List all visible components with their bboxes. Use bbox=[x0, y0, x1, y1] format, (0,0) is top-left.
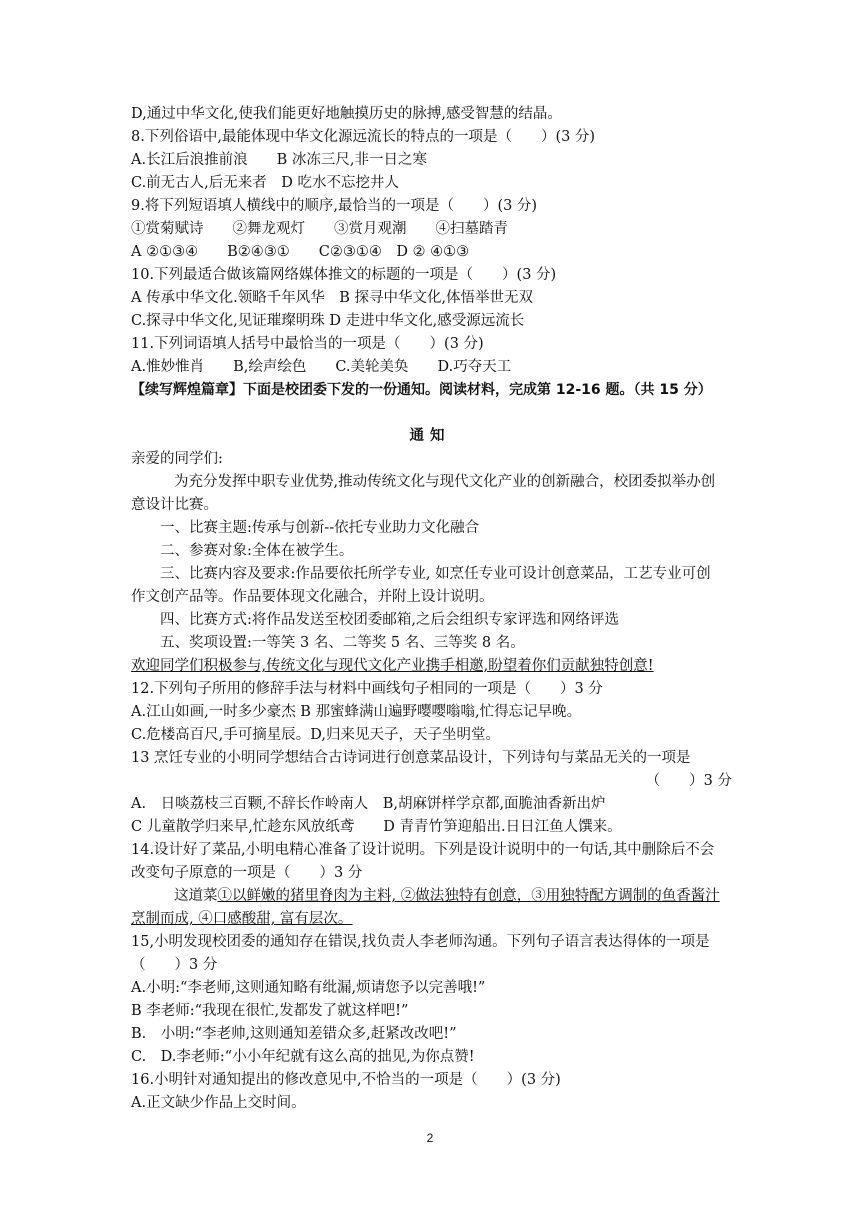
question-12-stem: 12.下列句子所用的修辞手法与材料中画线句子相同的一项是（ ）3 分 bbox=[131, 681, 603, 697]
notice-underlined-sentence: 欢迎同学们积极参与,传统文化与现代文化产业携手相邀,盼望着你们贡献独特创意! bbox=[131, 658, 654, 674]
question-15-stem: 15,小明发现校团委的通知存在错误,找负责人李老师沟通。下列句子语言表达得体的一项是 bbox=[131, 934, 710, 950]
question-10-options-cd: C.探寻中华文化,见证璀璨明珠 D 走进中华文化,感受源远流长 bbox=[131, 313, 525, 329]
question-10-options-ab: A 传承中华文化.领略千年风华 B 探寻中华文化,体悟举世无双 bbox=[131, 290, 534, 306]
question-9-phrases: ①赏菊赋诗 ②舞龙观灯 ③赏月观潮 ④扫墓踏青 bbox=[131, 221, 508, 237]
question-14-sentence-cont: 烹制而成, ④口感酸甜, 富有层次。 bbox=[131, 911, 353, 927]
question-13-score: （ ）3 分 bbox=[645, 773, 732, 789]
notice-paragraph-1: 为充分发挥中职专业优势,推动传统文化与现代文化产业的创新融合，校团委拟举办创 bbox=[174, 474, 716, 490]
question-14-stem-cont: 改变句子原意的一项是（ ）3 分 bbox=[131, 865, 363, 881]
notice-item-2: 二、参赛对象:全体在被学生。 bbox=[160, 543, 354, 559]
question-15-score: （ ）3 分 bbox=[131, 957, 218, 973]
question-14-sentence-lead: 这道菜 bbox=[174, 888, 218, 904]
question-15-option-cd: C. D.李老师:“小小年纪就有这么高的拙见,为你点赞! bbox=[131, 1049, 475, 1065]
question-13-stem: 13 烹饪专业的小明同学想结合古诗词进行创意菜品设计，下列诗句与菜品无关的一项是 bbox=[131, 750, 691, 766]
notice-item-3-cont: 作文创产品等。作品要体现文化融合，并附上设计说明。 bbox=[131, 589, 494, 605]
question-9-options: A ②①③④ B②④③① C②③①④ D ② ④①③ bbox=[131, 244, 470, 260]
question-10-stem: 10.下列最适合做该篇网络媒体推文的标题的一项是（ ）(3 分) bbox=[131, 267, 557, 283]
section-heading: 【续写辉煌篇章】下面是校团委下发的一份通知。阅读材料，完成第 12-16 题。（共 15 分） bbox=[131, 382, 712, 398]
question-9-stem: 9.将下列短语填人横线中的顺序,最恰当的一项是（ ）(3 分) bbox=[131, 198, 538, 214]
question-12-options-cd: C.危楼高百尺,手可摘星辰。D,归来见天子，天子坐明堂。 bbox=[131, 727, 501, 743]
question-16-stem: 16.小明针对通知提出的修改意见中,不恰当的一项是（ ）(3 分) bbox=[131, 1072, 561, 1088]
question-11-stem: 11.下列词语填人括号中最恰当的一项是（ ）(3 分) bbox=[131, 336, 484, 352]
notice-item-5: 五、奖项设置:一等笑 3 名、二等奖 5 名、三等奖 8 名。 bbox=[160, 635, 525, 651]
question-13-options-ab: A. 日啖荔枝三百颗,不辞长作岭南人 B,胡麻饼样学京都,面脆油香新出炉 bbox=[131, 796, 606, 812]
page-number: 2 bbox=[426, 1131, 434, 1145]
question-8-stem: 8.下列俗语中,最能体现中华文化源远流长的特点的一项是（ ）(3 分) bbox=[131, 129, 596, 145]
question-11-options: A.惟妙惟肖 B,绘声绘色 C.美轮美奂 D.巧夺天工 bbox=[131, 359, 512, 375]
question-7-option-d: D,通过中华文化,使我们能更好地触摸历史的脉搏,感受智慧的结晶。 bbox=[131, 106, 562, 122]
notice-item-3: 三、比赛内容及要求:作品要依托所学专业, 如烹任专业可设计创意菜品，工艺专业可创 bbox=[160, 566, 711, 582]
notice-item-4: 四、比赛方式:将作品发送至校团委邮箱,之后会组织专家评选和网络评选 bbox=[160, 612, 619, 628]
question-16-option-a: A.正文缺少作品上交时间。 bbox=[131, 1095, 306, 1111]
notice-item-1: 一、比赛主题:传承与创新--依托专业助力文化融合 bbox=[160, 520, 480, 536]
question-15-option-b: B 李老师:“我现在很忙,发都发了就这样吧!” bbox=[131, 1003, 409, 1019]
question-14-sentence-underlined: ①以鲜嫩的猪里脊肉为主料, ②做法独特有创意，③用独特配方调制的鱼香酱汁 bbox=[217, 888, 720, 904]
question-12-options-ab: A.江山如画,一时多少豪杰 B 那蜜蜂满山遍野嘤嘤嗡嗡,忙得忘记早晚。 bbox=[131, 704, 582, 720]
question-14-sentence bbox=[174, 886, 720, 906]
question-13-options-cd: C 儿童散学归来早,忙趁东风放纸鸢 D 青青竹笋迎船出.日日江鱼人馔来。 bbox=[131, 819, 622, 835]
question-8-options-cd: C.前无古人,后无来者 D 吃水不忘挖井人 bbox=[131, 175, 400, 191]
notice-title: 通知 bbox=[409, 428, 451, 444]
question-14-stem: 14.设计好了菜品,小明电精心准备了设计说明。下列是设计说明中的一句话,其中删除后不会 bbox=[131, 842, 715, 858]
notice-salutation: 亲爱的同学们: bbox=[131, 451, 223, 467]
question-15-option-a: A.小明:“李老师,这则通知略有纰漏,烦请您予以完善哦!” bbox=[131, 980, 486, 996]
notice-paragraph-1-cont: 意设计比赛。 bbox=[131, 497, 218, 513]
question-8-options-ab: A.长江后浪推前浪 B 冰冻三尺,非一日之寒 bbox=[131, 152, 427, 168]
question-15-option-b2: B. 小明:“李老帅,这则通知差错众多,赶紧改改吧!” bbox=[131, 1026, 457, 1042]
